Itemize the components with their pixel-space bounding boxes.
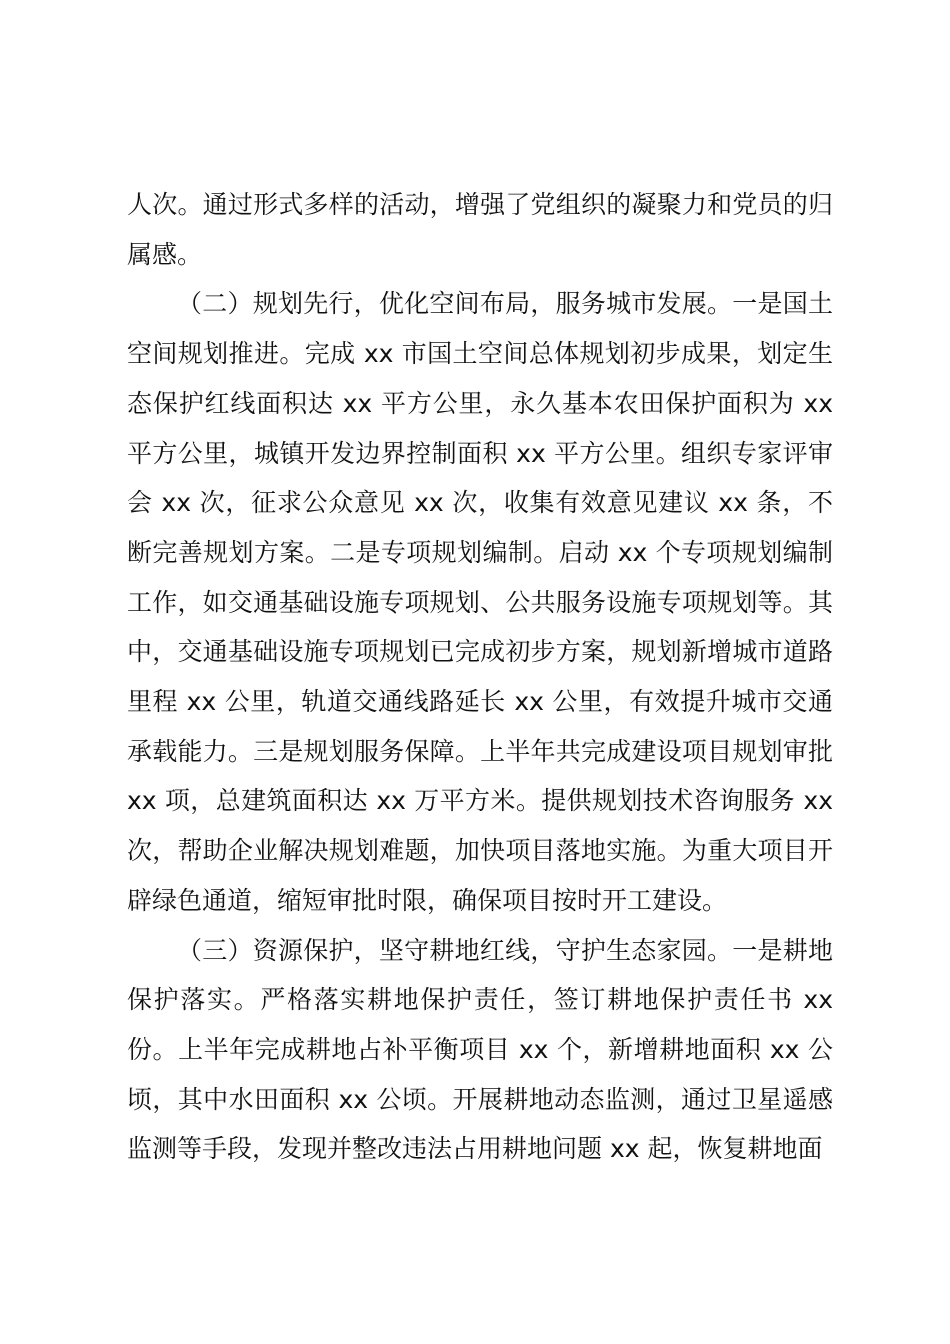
document-body	[127, 180, 833, 1174]
paragraph-resource-protection: （三）资源保护，坚守耕地红线，守护生态家园。一是耕地保护落实。严格落实耕地保护责任，签订耕地保护责任书 xx 份。上半年完成耕地占补平衡项目 xx 个，新增耕地面积 xx 公顷，其中水田面积 xx 公顷。开展耕地动态监测，通过卫星遥感监测等手段，发现并整改违法占用耕地问题 xx 起，恢复耕地面	[127, 935, 833, 1164]
paragraph-planning: （二）规划先行，优化空间布局，服务城市发展。一是国土空间规划推进。完成 xx 市国土空间总体规划初步成果，划定生态保护红线面积达 xx 平方公里，永久基本农田保护面积为 xx 平方公里，城镇开发边界控制面积 xx 平方公里。组织专家评审会 xx 次，征求公众意见 xx 次，收集有效意见建议 xx 条，不断完善规划方案。二是专项规划编制。启动 xx 个专项规划编制工作，如交通基础设施专项规划、公共服务设施专项规划等。其中，交通基础设施专项规划已完成初步方案，规划新增城市道路里程 xx 公里，轨道交通线路延长 xx 公里，有效提升城市交通承载能力。三是规划服务保障。上半年共完成建设项目规划审批 xx 项，总建筑面积达 xx 万平方米。提供规划技术咨询服务 xx 次，帮助企业解决规划难题，加快项目落地实施。为重大项目开辟绿色通道，缩短审批时限，确保项目按时开工建设。	[127, 289, 833, 915]
paragraph-continuation: 人次。通过形式多样的活动，增强了党组织的凝聚力和党员的归属感。	[127, 190, 833, 269]
